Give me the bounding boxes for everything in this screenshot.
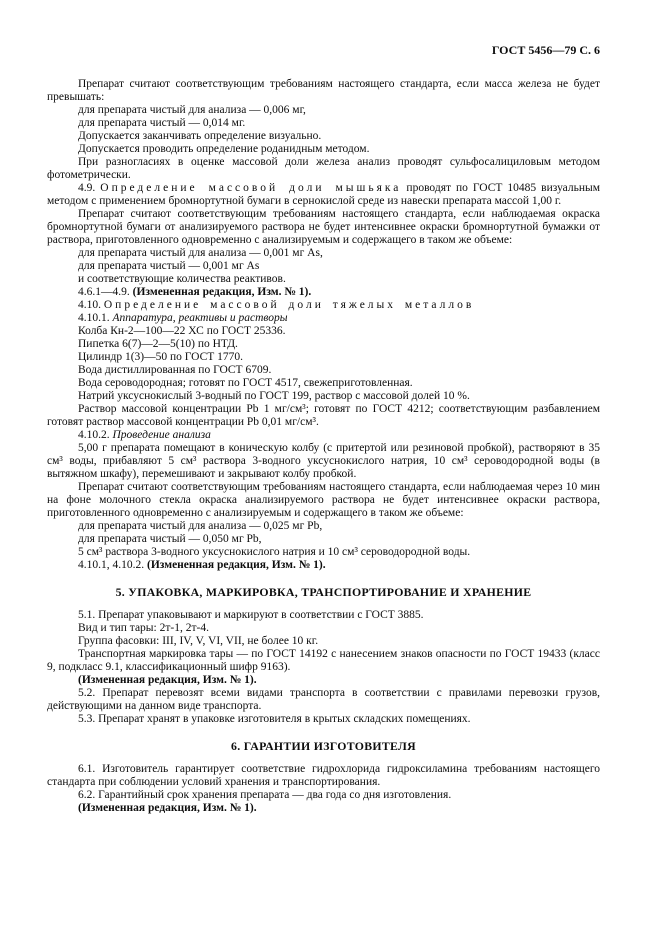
text-run: Натрий уксуснокислый 3-водный по ГОСТ 199, раствор с массовой долей 10 %. <box>78 390 470 402</box>
text-bold: (Измененная редакция, Изм. № 1). <box>78 674 257 686</box>
text-run: для препарата чистый для анализа — 0,001 мг As, <box>78 247 323 259</box>
paragraph <box>47 687 600 713</box>
paragraph <box>47 338 600 351</box>
paragraph <box>47 364 600 377</box>
paragraph <box>47 481 600 520</box>
text-run: проводят по ГОСТ 10485 визуальным методом с применением бромнортутной бумаги в сернокислой среде из навески препарата массой 1,00 г. <box>47 182 601 207</box>
text-run: Допускается заканчивать определение визуально. <box>78 130 322 142</box>
text-run: 5 см³ раствора 3-водного уксуснокислого натрия и 10 см³ сероводородной воды. <box>78 546 471 558</box>
text-run: 6.1. Изготовитель гарантирует соответствие гидрохлорида гидроксиламина требованиям настоящего стандарта при соблюдении условий хранения и транспортирования. <box>47 763 600 788</box>
paragraph <box>47 648 600 674</box>
paragraph <box>47 789 600 802</box>
paragraph <box>47 130 600 143</box>
text-run: Вода сероводородная; готовят по ГОСТ 4517, свежеприготовленная. <box>78 377 413 389</box>
text-italic: Проведение анализа <box>112 429 211 441</box>
text-italic: Аппаратура, реактивы и растворы <box>112 312 288 324</box>
text-run: 6.2. Гарантийный срок хранения препарата — два года со дня изготовления. <box>78 789 452 801</box>
text-run: Цилиндр 1(3)—50 по ГОСТ 1770. <box>78 351 244 363</box>
paragraph <box>47 104 600 117</box>
paragraph <box>47 351 600 364</box>
text-run: Вид и тип тары: 2т-1, 2т-4. <box>78 622 209 634</box>
paragraph <box>47 546 600 559</box>
paragraph <box>47 377 600 390</box>
text-run: Препарат считают соответствующим требованиям настоящего стандарта, если наблюдаемая через 10 мин на фоне молочного стекла окраска анализируемого раствора не будет интенсивнее окраски раствора, приготовленного одновременно с анализируемым и содержащего в таком же объеме: <box>47 481 600 519</box>
paragraph <box>47 143 600 156</box>
section-heading <box>47 740 600 753</box>
text-bold: (Измененная редакция, Изм. № 1). <box>78 802 257 814</box>
text-run: для препарата чистый для анализа — 0,025 мг Pb, <box>78 520 323 532</box>
text-run: 5. УПАКОВКА, МАРКИРОВКА, ТРАНСПОРТИРОВАНИЕ И ХРАНЕНИЕ <box>115 585 532 599</box>
text-run: Препарат считают соответствующим требованиям настоящего стандарта, если масса железа не будет превышать: <box>47 78 600 103</box>
paragraph <box>47 609 600 622</box>
paragraph <box>47 533 600 546</box>
text-run: При разногласиях в оценке массовой доли железа анализ проводят сульфосалициловым методом фотометрически. <box>47 156 600 181</box>
paragraph <box>47 429 600 442</box>
paragraph <box>47 403 600 429</box>
text-run: 5.1. Препарат упаковывают и маркируют в соответствии с ГОСТ 3885. <box>78 609 424 621</box>
paragraph <box>47 78 600 104</box>
page-header: ГОСТ 5456—79 С. 6 <box>491 43 600 57</box>
text-run: Транспортная маркировка тары — по ГОСТ 14192 с нанесением знаков опасности по ГОСТ 19433 (класс 9, подкласс 9.1, классификационный шифр 9163). <box>47 648 600 673</box>
paragraph <box>47 182 600 208</box>
paragraph <box>47 247 600 260</box>
paragraph <box>47 117 600 130</box>
text-run: Группа фасовки: III, IV, V, VI, VII, не более 10 кг. <box>78 635 319 647</box>
text-run: 6. ГАРАНТИИ ИЗГОТОВИТЕЛЯ <box>231 739 416 753</box>
paragraph <box>47 208 600 247</box>
paragraph <box>47 390 600 403</box>
paragraph <box>47 713 600 726</box>
text-run: Вода дистиллированная по ГОСТ 6709. <box>78 364 272 376</box>
text-bold: (Измененная редакция, Изм. № 1). <box>147 559 326 571</box>
paragraph <box>47 325 600 338</box>
text-run: для препарата чистый — 0,014 мг. <box>78 117 246 129</box>
text-run: Колба Кн-2—100—22 ХС по ГОСТ 25336. <box>78 325 286 337</box>
paragraph <box>47 763 600 789</box>
text-run: для препарата чистый — 0,001 мг As <box>78 260 260 272</box>
paragraph <box>47 299 600 312</box>
text-spaced: Определение массовой доли тяжелых металлов <box>103 299 475 311</box>
text-run: 5.2. Препарат перевозят всеми видами транспорта в соответствии с правилами перевозки грузов, действующими на данном виде транспорта. <box>47 687 600 712</box>
document-body <box>47 78 600 815</box>
text-run: для препарата чистый — 0,050 мг Pb, <box>78 533 262 545</box>
text-spaced: Определение массовой доли мышьяка <box>100 182 402 194</box>
paragraph <box>47 802 600 815</box>
text-run: 4.10.1. <box>78 312 113 324</box>
text-run: 5,00 г препарата помещают в коническую колбу (с притертой или резиновой пробкой), растворяют в 35 см³ воды, прибавляют 5 см³ раствора 3-водного уксуснокислого натрия, 10 см³ сероводородной воды (в вытяжном шкафу), перемешивают и закрывают колбу пробкой. <box>47 442 600 480</box>
paragraph <box>47 520 600 533</box>
paragraph <box>47 156 600 182</box>
section-heading <box>47 586 600 599</box>
text-run: 5.3. Препарат хранят в упаковке изготовителя в крытых складских помещениях. <box>78 713 471 725</box>
paragraph <box>47 674 600 687</box>
paragraph <box>47 559 600 572</box>
paragraph <box>47 635 600 648</box>
paragraph <box>47 273 600 286</box>
text-run: Допускается проводить определение роданидным методом. <box>78 143 370 155</box>
text-run: 4.10. <box>78 299 104 311</box>
text-run: 4.10.1, 4.10.2. <box>78 559 147 571</box>
text-bold: (Измененная редакция, Изм. № 1). <box>132 286 312 298</box>
text-run: для препарата чистый для анализа — 0,006 мг, <box>78 104 306 116</box>
text-run: 4.9. <box>78 182 101 194</box>
text-run: Пипетка 6(7)—2—5(10) по НТД. <box>78 338 238 350</box>
text-run: 4.10.2. <box>78 429 113 441</box>
text-run: Препарат считают соответствующим требованиям настоящего стандарта, если наблюдаемая окраска бромнортутной бумаги от анализируемого раствора не будет интенсивнее окраски бромнортутной бумажки от раствора, приготовленного одновременно с анализируемым и содержащего в таком же объеме: <box>47 208 600 246</box>
paragraph <box>47 442 600 481</box>
paragraph <box>47 312 600 325</box>
paragraph <box>47 260 600 273</box>
text-run: и соответствующие количества реактивов. <box>78 273 286 285</box>
paragraph <box>47 622 600 635</box>
text-run: 4.6.1—4.9. <box>78 286 133 298</box>
paragraph <box>47 286 600 299</box>
text-run: Раствор массовой концентрации Pb 1 мг/см³; готовят по ГОСТ 4212; соответствующим разбавлением готовят раствор массовой концентрации Pb 0,01 мг/см³. <box>47 403 600 428</box>
